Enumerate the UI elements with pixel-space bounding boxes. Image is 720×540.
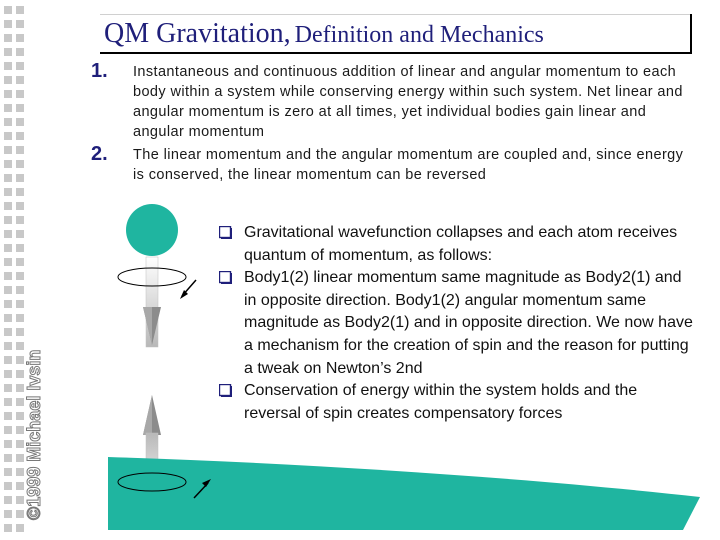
decorative-square (16, 174, 24, 182)
title-top-rule (100, 14, 692, 15)
copyright-watermark (0, 310, 48, 530)
item-text: Instantaneous and continuous addition of linear and angular momentum to each body within a system while conserving energy within such system. Net linear and angular momentum is zero at all times, yet individual bodies gain linear and angular momentum (133, 64, 683, 140)
decorative-square (4, 230, 12, 238)
decorative-square (16, 118, 24, 126)
checkbox-icon (219, 384, 232, 397)
bullet-item (218, 267, 698, 380)
decorative-square (16, 286, 24, 294)
decorative-square (16, 300, 24, 308)
numbered-item (88, 62, 688, 142)
decorative-square (4, 34, 12, 42)
decorative-square (16, 90, 24, 98)
decorative-square (16, 6, 24, 14)
copyright-text: ©1999 Michael Ivsin (24, 349, 44, 520)
bullet-item (218, 222, 698, 267)
decorative-square (16, 244, 24, 252)
numbered-item (88, 145, 688, 185)
bullet-item (218, 380, 698, 425)
page-title (104, 18, 544, 50)
body-1-sphere (126, 204, 178, 256)
decorative-square (16, 132, 24, 140)
decorative-square (16, 188, 24, 196)
decorative-square (16, 48, 24, 56)
down-momentum-arrow (143, 257, 161, 347)
decorative-square (4, 90, 12, 98)
decorative-square (4, 146, 12, 154)
decorative-square (16, 62, 24, 70)
item-number: 2. (91, 143, 108, 165)
decorative-square (4, 300, 12, 308)
decorative-square (16, 258, 24, 266)
decorative-square (4, 76, 12, 84)
decorative-square (16, 20, 24, 28)
decorative-square (4, 48, 12, 56)
decorative-square (4, 160, 12, 168)
numbered-list (88, 62, 688, 185)
bullet-text: Conservation of energy within the system holds and the reversal of spin creates compensatory forces (244, 382, 638, 422)
decorative-square (16, 104, 24, 112)
item-number: 1. (91, 60, 108, 82)
title-bottom-rule (100, 52, 692, 54)
decorative-square (16, 34, 24, 42)
decorative-square (16, 146, 24, 154)
decorative-square (4, 62, 12, 70)
decorative-square (16, 216, 24, 224)
bullet-list (218, 222, 698, 425)
decorative-square (4, 188, 12, 196)
decorative-square (16, 202, 24, 210)
title-main: QM Gravitation, (104, 18, 291, 49)
title-bar (100, 14, 692, 54)
bullet-text: Body1(2) linear momentum same magnitude as Body2(1) and in opposite direction. Body1(2) angular momentum same magnitude as Body2(1) and in opposite direction. We now have a mechanism for the creation of spin and the reason for putting a tweak on Newton’s 2nd (244, 269, 693, 377)
decorative-square (4, 104, 12, 112)
decorative-square (4, 132, 12, 140)
decorative-square (4, 202, 12, 210)
body-2-surface (108, 457, 700, 530)
item-text: The linear momentum and the angular momentum are coupled and, since energy is conserved, the linear momentum can be reversed (133, 147, 684, 183)
decorative-square (16, 272, 24, 280)
decorative-square (16, 160, 24, 168)
decorative-square (4, 6, 12, 14)
decorative-square (4, 216, 12, 224)
decorative-square (4, 244, 12, 252)
bullet-text: Gravitational wavefunction collapses and each atom receives quantum of momentum, as follows: (244, 224, 678, 264)
decorative-square (16, 230, 24, 238)
title-sub: Definition and Mechanics (294, 22, 544, 48)
decorative-square (4, 118, 12, 126)
decorative-square (16, 76, 24, 84)
checkbox-icon (219, 271, 232, 284)
decorative-square (4, 20, 12, 28)
decorative-square (4, 286, 12, 294)
checkbox-icon (219, 226, 232, 239)
pointer-arrow-icon (180, 280, 196, 299)
decorative-square (4, 258, 12, 266)
decorative-square (4, 174, 12, 182)
title-right-rule (690, 14, 692, 54)
decorative-square (4, 272, 12, 280)
